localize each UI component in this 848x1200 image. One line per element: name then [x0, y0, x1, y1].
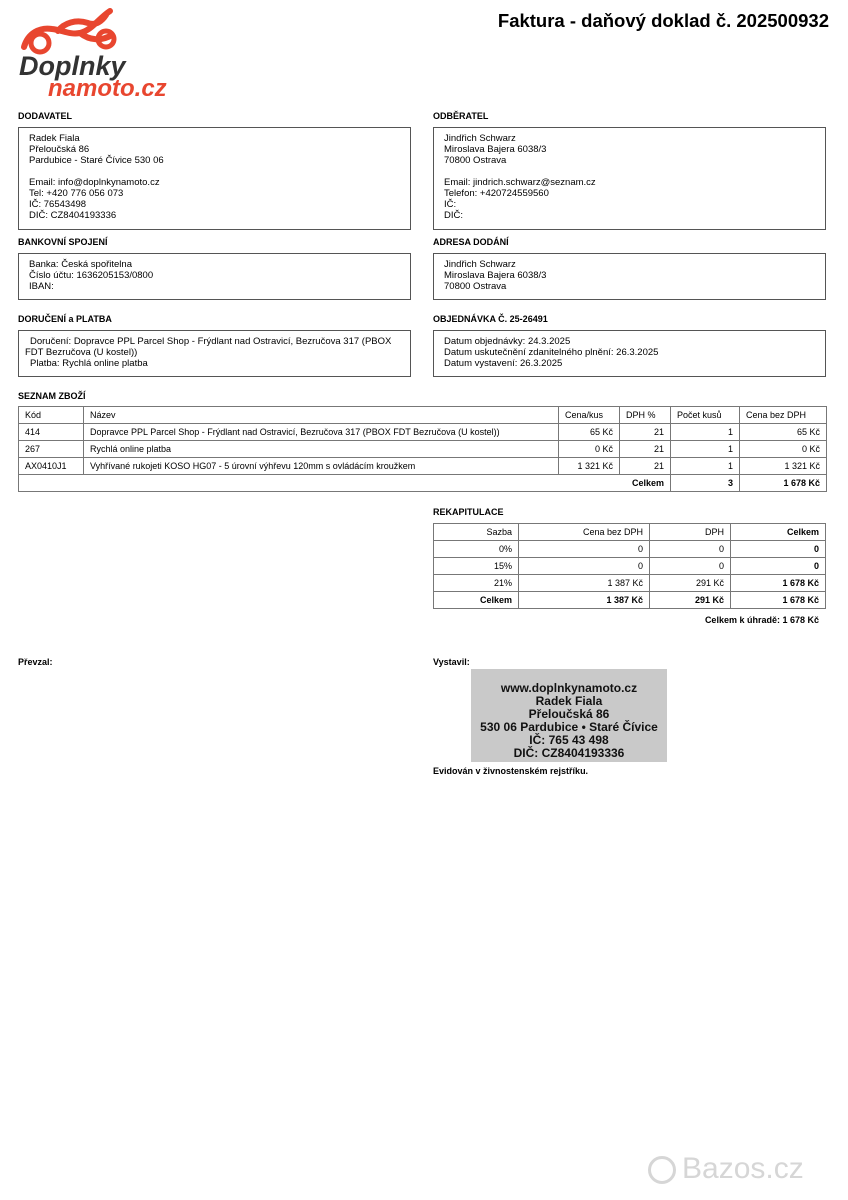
items-table: [18, 406, 827, 492]
delivery-address-box: [433, 253, 826, 300]
supplier-city: Pardubice - Staré Čívice 530 06: [29, 155, 164, 166]
watermark-text: Bazos.cz: [682, 1152, 804, 1185]
item-unit-price: 65 Kč: [559, 424, 620, 441]
supplier-phone: Tel: +420 776 056 073: [29, 188, 124, 199]
item-qty: 1: [671, 458, 740, 475]
item-code: AX0410J1: [19, 458, 84, 475]
recap-total-sum: 1 678 Kč: [731, 592, 826, 609]
recap-total-label: Celkem: [434, 592, 519, 609]
item-name: Rychlá online platba: [84, 441, 559, 458]
recap-table: [433, 523, 826, 609]
items-header-row: [19, 407, 827, 424]
delivery-street: Miroslava Bajera 6038/3: [444, 270, 547, 281]
order-date: Datum objednávky: 24.3.2025: [444, 336, 571, 347]
table-row: [19, 424, 827, 441]
table-row: [19, 441, 827, 458]
issued-by-label: Vystavil:: [433, 657, 470, 667]
customer-email: Email: jindrich.schwarz@seznam.cz: [444, 177, 596, 188]
supplier-box: [18, 127, 411, 230]
items-total-label: Celkem: [19, 475, 671, 492]
motorcycle-logo-icon: [18, 5, 167, 102]
issue-date: Datum vystavení: 26.3.2025: [444, 358, 563, 369]
items-heading: SEZNAM ZBOŽÍ: [18, 391, 86, 401]
recap-rate: 0%: [434, 541, 519, 558]
item-name: Vyhřívané rukojeti KOSO HG07 - 5 úrovní výhřevu 120mm s ovládácím kroužkem: [84, 458, 559, 475]
customer-phone: Telefon: +420724559560: [444, 188, 549, 199]
supplier-ic: IČ: 76543498: [29, 199, 87, 210]
stamp-web: www.doplnkynamoto.cz: [500, 681, 638, 695]
customer-street: Miroslava Bajera 6038/3: [444, 144, 547, 155]
stamp-ic: IČ: 765 43 498: [529, 733, 609, 747]
col-unit-price: Cena/kus: [559, 407, 620, 424]
customer-name: Jindřich Schwarz: [444, 133, 516, 144]
items-total-qty: 3: [671, 475, 740, 492]
logo-text-doplnky: Doplnky: [19, 51, 126, 81]
shipping-heading: DORUČENÍ a PLATBA: [18, 314, 112, 324]
recap-total: 1 678 Kč: [731, 575, 826, 592]
item-price: 0 Kč: [740, 441, 827, 458]
stamp-dic: DIČ: CZ8404193336: [513, 746, 625, 760]
col-price-excl: Cena bez DPH: [740, 407, 827, 424]
taxable-date: Datum uskutečnění zdanitelného plnění: 26.3.2025: [444, 347, 659, 358]
order-box: [433, 330, 826, 377]
recap-col-total: Celkem: [731, 524, 826, 541]
item-price: 1 321 Kč: [740, 458, 827, 475]
customer-ic: IČ:: [444, 199, 457, 210]
recap-total: 0: [731, 558, 826, 575]
received-by-label: Převzal:: [18, 657, 53, 667]
item-qty: 1: [671, 441, 740, 458]
supplier-email: Email: info@doplnkynamoto.cz: [29, 177, 160, 188]
recap-total-row: [434, 592, 826, 609]
order-heading: OBJEDNÁVKA Č. 25-26491: [433, 314, 548, 324]
recap-rate: 15%: [434, 558, 519, 575]
table-row: [19, 458, 827, 475]
col-code: Kód: [19, 407, 84, 424]
recap-excl: 0: [519, 541, 650, 558]
recap-col-excl: Cena bez DPH: [519, 524, 650, 541]
col-vat: DPH %: [620, 407, 671, 424]
customer-box: [433, 127, 826, 230]
table-row: [434, 575, 826, 592]
at-icon: [648, 1156, 676, 1184]
company-logo: [18, 5, 167, 102]
col-qty: Počet kusů: [671, 407, 740, 424]
delivery-name: Jindřich Schwarz: [444, 259, 516, 270]
bank-box: [18, 253, 411, 300]
bazos-watermark: [648, 1152, 804, 1186]
stamp-street: Přeloučská 86: [528, 707, 610, 721]
recap-header-row: [434, 524, 826, 541]
delivery-address-heading: ADRESA DODÁNÍ: [433, 237, 509, 247]
item-code: 414: [19, 424, 84, 441]
amount-to-pay: Celkem k úhradě: 1 678 Kč: [704, 615, 819, 625]
supplier-heading: DODAVATEL: [18, 111, 72, 121]
shipping-box: [18, 330, 411, 377]
bank-name: Banka: Česká spořitelna: [29, 259, 132, 270]
recap-vat: 0: [650, 558, 731, 575]
recap-rate: 21%: [434, 575, 519, 592]
table-row: [434, 558, 826, 575]
recap-col-rate: Sazba: [434, 524, 519, 541]
item-vat: 21: [620, 424, 671, 441]
registry-note: Evidován v živnostenském rejstříku.: [433, 766, 589, 776]
customer-heading: ODBĚRATEL: [433, 111, 489, 121]
bank-iban: IBAN:: [29, 281, 54, 292]
shipping-payment: Platba: Rychlá online platba: [30, 358, 148, 369]
recap-total: 0: [731, 541, 826, 558]
logo-text-namoto: namoto.cz: [48, 75, 167, 102]
item-name: Dopravce PPL Parcel Shop - Frýdlant nad Ostravicí, Bezručova 317 (PBOX FDT Bezručova (U kostel)): [84, 424, 559, 441]
items-total-row: [19, 475, 827, 492]
supplier-name: Radek Fiala: [29, 133, 80, 144]
customer-dic: DIČ:: [444, 210, 463, 221]
item-vat: 21: [620, 441, 671, 458]
recap-total-excl: 1 387 Kč: [519, 592, 650, 609]
table-row: [434, 541, 826, 558]
recap-col-vat: DPH: [650, 524, 731, 541]
item-code: 267: [19, 441, 84, 458]
supplier-street: Přeloučská 86: [29, 144, 90, 155]
recap-excl: 0: [519, 558, 650, 575]
company-stamp: [471, 669, 667, 762]
bank-heading: BANKOVNÍ SPOJENÍ: [18, 237, 108, 247]
stamp-name: Radek Fiala: [535, 694, 603, 708]
item-unit-price: 0 Kč: [559, 441, 620, 458]
col-name: Název: [84, 407, 559, 424]
recap-excl: 1 387 Kč: [519, 575, 650, 592]
item-unit-price: 1 321 Kč: [559, 458, 620, 475]
customer-city: 70800 Ostrava: [444, 155, 507, 166]
item-vat: 21: [620, 458, 671, 475]
recap-heading: REKAPITULACE: [433, 507, 504, 517]
items-total-price: 1 678 Kč: [740, 475, 827, 492]
shipping-delivery: Doručení: Dopravce PPL Parcel Shop - Frýdlant nad Ostravicí, Bezručova 317 (PBOX FDT Bezručova (U kostel)): [25, 336, 392, 358]
item-qty: 1: [671, 424, 740, 441]
stamp-city: 530 06 Pardubice • Staré Čívice: [480, 720, 658, 734]
bank-account: Číslo účtu: 1636205153/0800: [29, 270, 154, 281]
delivery-city: 70800 Ostrava: [444, 281, 507, 292]
recap-total-vat: 291 Kč: [650, 592, 731, 609]
supplier-dic: DIČ: CZ8404193336: [29, 210, 117, 221]
recap-vat: 0: [650, 541, 731, 558]
invoice-title: Faktura - daňový doklad č. 202500932: [497, 10, 829, 31]
item-price: 65 Kč: [740, 424, 827, 441]
recap-vat: 291 Kč: [650, 575, 731, 592]
